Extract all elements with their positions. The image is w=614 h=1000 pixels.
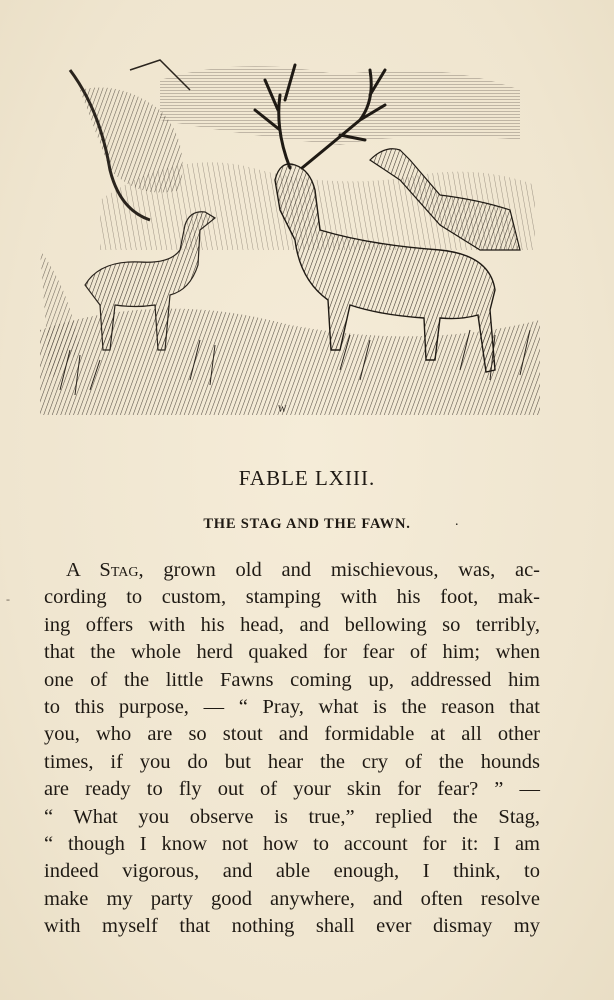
text-line: ing offers with his head, and bellowing so terribly, <box>44 613 540 636</box>
text-line: one of the little Fawns coming up, addressed him <box>44 668 540 691</box>
text-line: that the whole herd quaked for fear of him; when <box>44 641 540 664</box>
text-line: “ though I know not how to account for it: I am <box>44 832 540 855</box>
text-line-fragment: grown old and mischievous, was, ac- <box>143 559 540 581</box>
stray-mark: . <box>455 514 459 529</box>
text-line: make my party good anywhere, and often resolve <box>44 887 540 910</box>
text-line: you, who are so stout and formidable at all other <box>44 723 540 746</box>
fable-title: THE STAG AND THE FAWN. <box>203 516 411 532</box>
text-line: cording to custom, stamping with his foot, mak- <box>44 586 540 609</box>
text-line: are ready to fly out of your skin for fear? ” — <box>44 778 540 801</box>
margin-mark: - <box>6 592 10 606</box>
text-line: “ What you observe is true,” replied the Stag, <box>44 805 540 828</box>
fable-body-text <box>44 557 540 940</box>
text-line: indeed vigorous, and able enough, I think, to <box>44 860 540 883</box>
text-line: to this purpose, — “ Pray, what is the reason that <box>44 695 540 718</box>
text-line: with myself that nothing shall ever dismay my <box>44 915 540 938</box>
engraver-signature: W <box>278 404 287 414</box>
text-line: times, if you do but hear the cry of the hounds <box>44 750 540 773</box>
text-line <box>44 557 540 584</box>
stag-engraving-illustration <box>40 50 540 415</box>
opening-word: A Stag, <box>66 559 144 581</box>
fable-number-heading: FABLE LXIII. <box>238 466 376 490</box>
